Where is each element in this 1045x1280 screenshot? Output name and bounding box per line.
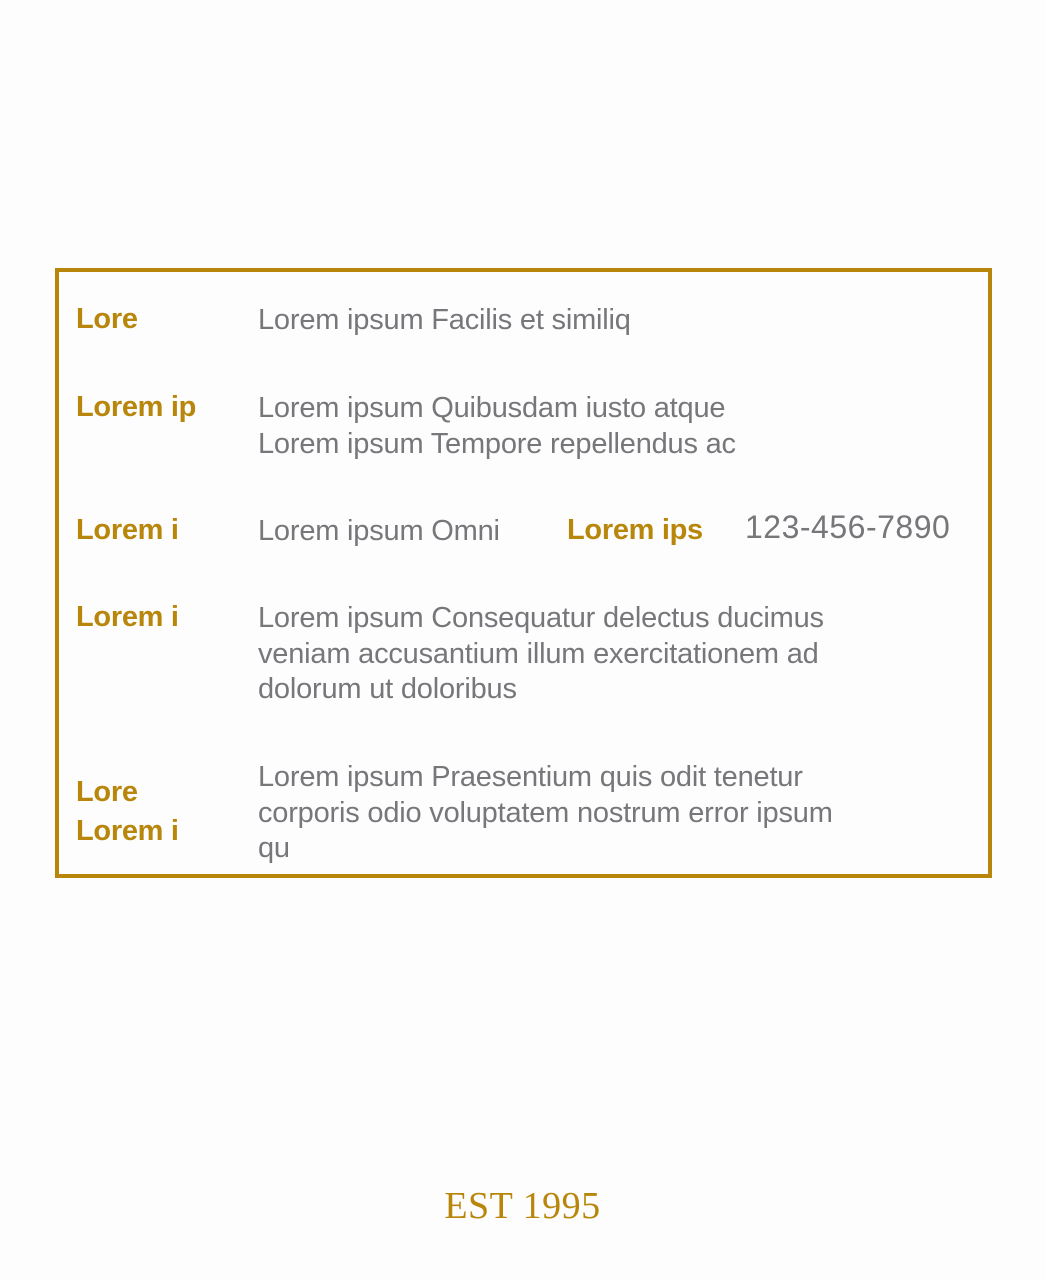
row-4-value-line: dolorum ut doloribus	[258, 673, 517, 705]
row-3-value-line: Lorem ipsum Omni	[258, 515, 500, 547]
row-5-label-line: Lore	[76, 776, 138, 808]
row-2-label: Lorem ip	[76, 391, 197, 423]
row-5-value-line: qu	[258, 832, 290, 864]
row-5-value	[258, 760, 833, 867]
row-3-label: Lorem i	[76, 514, 179, 546]
row-2-value-line: Lorem ipsum Quibusdam iusto atque	[258, 392, 726, 424]
info-card	[55, 268, 992, 878]
row-2-value-line: Lorem ipsum Tempore repellendus ac	[258, 427, 736, 460]
row-5-value-line: corporis odio voluptatem nostrum error ipsum	[258, 796, 833, 829]
row-3-value	[258, 514, 500, 550]
phone-value[interactable]: 123-456-7890	[745, 509, 951, 545]
row-1-value	[258, 303, 631, 339]
established-footer: EST 1995	[444, 1185, 601, 1227]
row-4-value	[258, 601, 824, 708]
row-2-value	[258, 391, 736, 462]
row-5-label	[76, 773, 179, 851]
row-1-label: Lore	[76, 303, 138, 335]
row-4-value-line: Lorem ipsum Consequatur delectus ducimus	[258, 602, 824, 634]
row-4-label: Lorem i	[76, 601, 179, 633]
row-1-value-line: Lorem ipsum Facilis et similiq	[258, 304, 631, 336]
row-5-label-line: Lorem i	[76, 815, 179, 847]
row-4-value-line: veniam accusantium illum exercitationem ad	[258, 637, 819, 670]
row-5-value-line: Lorem ipsum Praesentium quis odit tenetur	[258, 761, 803, 793]
phone-label: Lorem ips	[567, 514, 703, 546]
